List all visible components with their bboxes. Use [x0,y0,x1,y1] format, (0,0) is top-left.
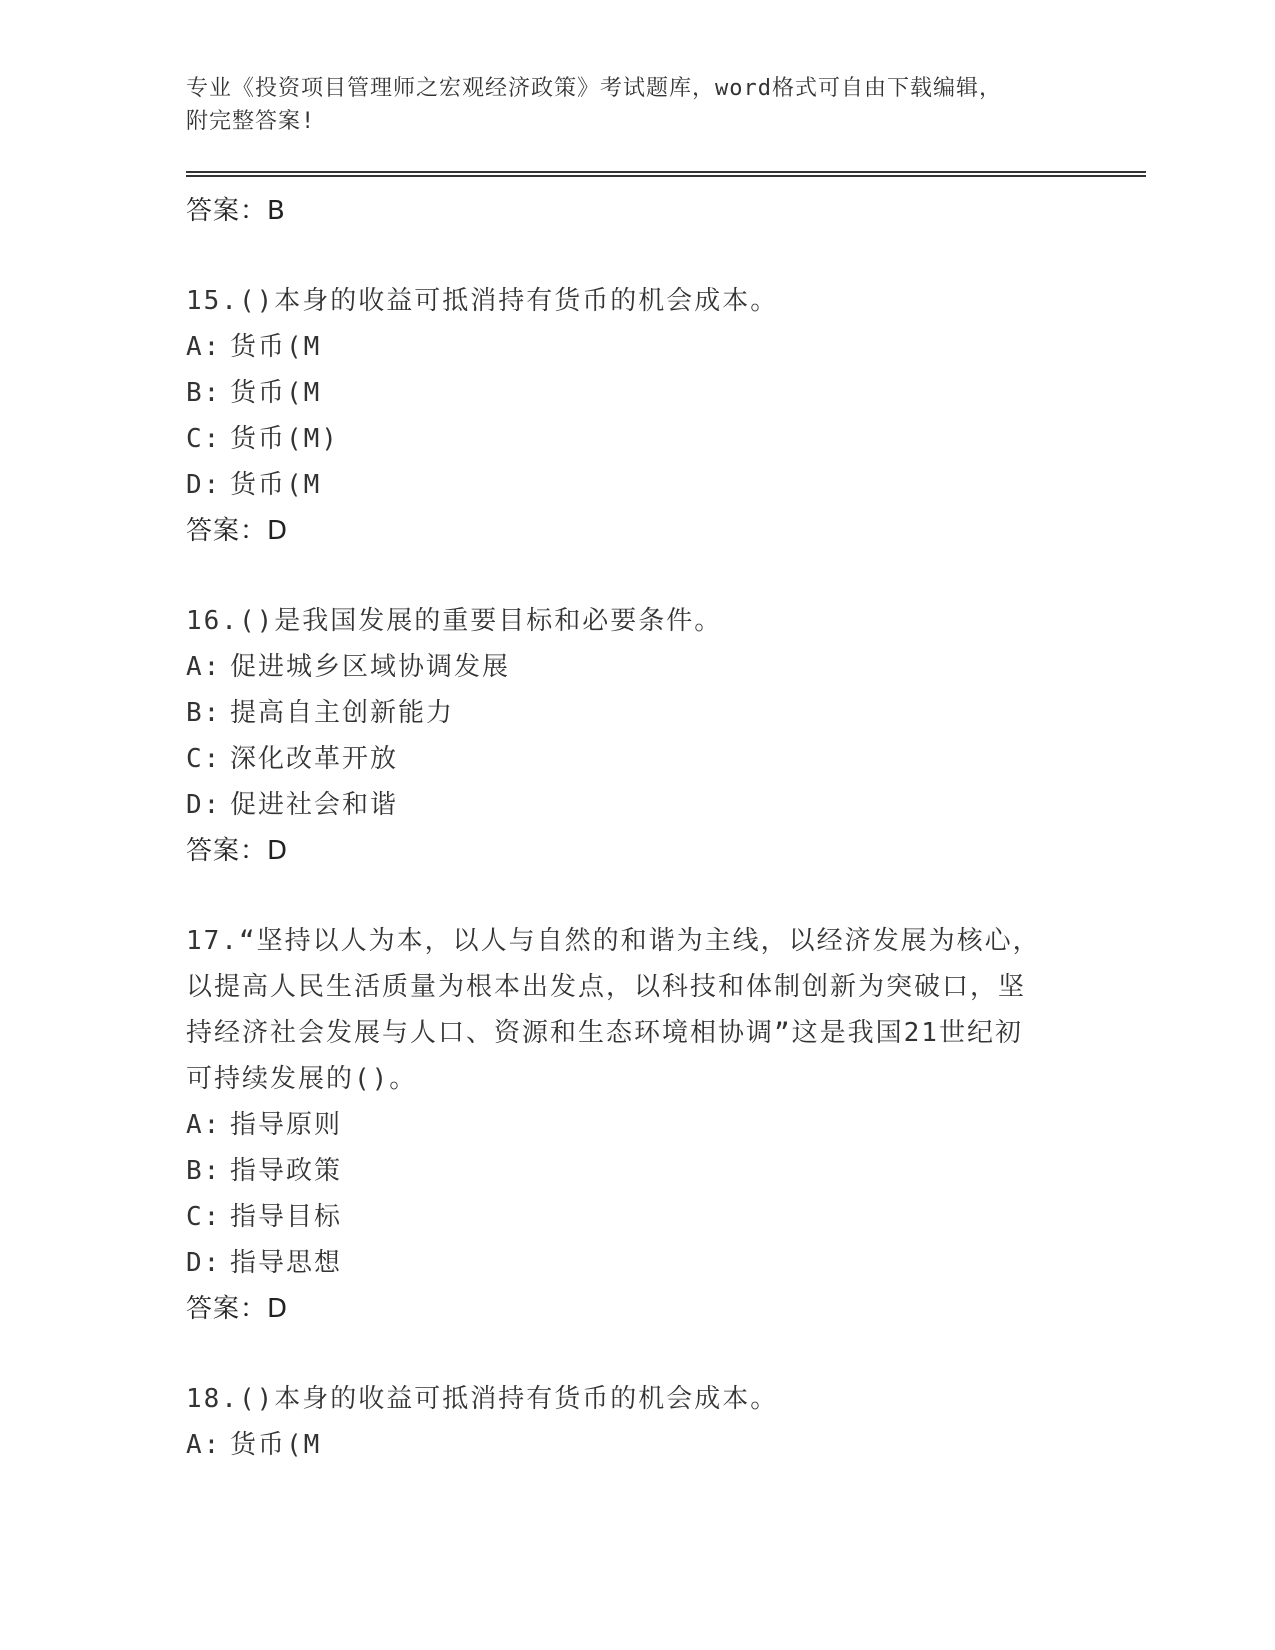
option-text: 促进城乡区域协调发展 [230,652,511,682]
option-a [186,644,1086,690]
previous-answer-block [186,188,1086,234]
stem-line: 18.()本身的收益可抵消持有货币的机会成本。 [186,1384,779,1414]
option-text: 指导目标 [230,1202,343,1232]
answer-label: 答案：B [186,196,286,226]
option-d [186,1240,1086,1286]
answer-label: 答案：D [186,836,289,866]
header-rule-top [186,171,1146,173]
option-text: 货币(M [230,1430,322,1460]
option-text: 货币(M [230,378,322,408]
option-a [186,1102,1086,1148]
question-list [186,188,1086,1512]
option-text: 指导政策 [230,1156,343,1186]
option-text: 提高自主创新能力 [230,698,455,728]
option-a [186,324,1086,370]
question-stem [186,598,1086,644]
answer-label: 答案：D [186,516,289,546]
stem-line: 可持续发展的()。 [186,1064,418,1094]
option-text: 深化改革开放 [230,744,399,774]
question-stem [186,1376,1086,1422]
question-stem [186,278,1086,324]
option-key: A: [186,1430,222,1460]
stem-line: 16.()是我国发展的重要目标和必要条件。 [186,606,723,636]
option-text: 指导原则 [230,1110,343,1140]
option-c [186,1194,1086,1240]
option-key: B: [186,1156,222,1186]
stem-line: 15.()本身的收益可抵消持有货币的机会成本。 [186,286,779,316]
option-key: D: [186,1248,222,1278]
option-key: A: [186,332,222,362]
question-18 [186,1376,1086,1468]
option-key: B: [186,698,222,728]
option-d [186,782,1086,828]
option-b [186,690,1086,736]
question-stem [186,918,1086,1102]
option-text: 货币(M) [230,424,339,454]
option-key: D: [186,790,222,820]
option-a [186,1422,1086,1468]
document-header [186,72,1086,138]
header-line-1: 专业《投资项目管理师之宏观经济政策》考试题库，word格式可自由下载编辑， [186,76,1002,101]
option-c [186,736,1086,782]
question-17 [186,918,1086,1332]
stem-line: 持经济社会发展与人口、资源和生态环境相协调”这是我国21世纪初 [186,1018,1023,1048]
option-key: C: [186,1202,222,1232]
header-line-2: 附完整答案! [186,109,316,134]
option-text: 促进社会和谐 [230,790,399,820]
option-key: A: [186,652,222,682]
option-d [186,462,1086,508]
question-16 [186,598,1086,874]
option-text: 货币(M [230,332,322,362]
option-b [186,1148,1086,1194]
option-key: C: [186,424,222,454]
option-key: A: [186,1110,222,1140]
option-key: C: [186,744,222,774]
option-text: 指导思想 [230,1248,343,1278]
header-rule-bottom [186,175,1146,177]
question-15 [186,278,1086,554]
stem-line: 以提高人民生活质量为根本出发点，以科技和体制创新为突破口，坚 [186,972,1027,1002]
option-c [186,416,1086,462]
answer-label: 答案：D [186,1294,289,1324]
option-key: D: [186,470,222,500]
stem-line: 17.“坚持以人为本，以人与自然的和谐为主线，以经济发展为核心， [186,926,1041,956]
option-text: 货币(M [230,470,322,500]
option-b [186,370,1086,416]
option-key: B: [186,378,222,408]
